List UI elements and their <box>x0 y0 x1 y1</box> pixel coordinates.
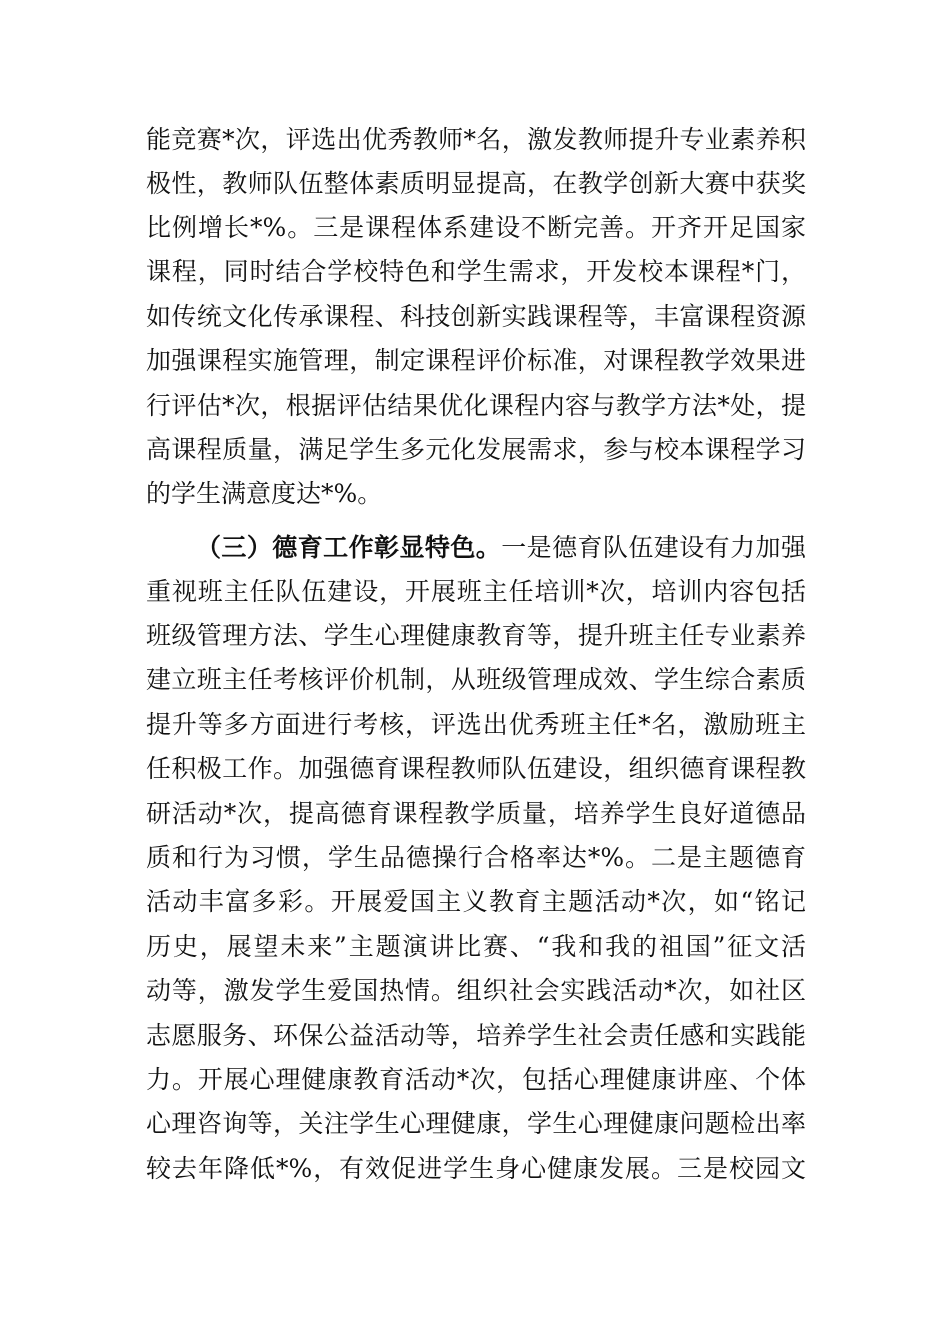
text-line: 研活动*次，提高德育课程教学质量，培养学生良好道德品 <box>146 799 806 828</box>
section-heading-line <box>196 526 806 570</box>
text-line: 任积极工作。加强德育课程教师队伍建设，组织德育课程教 <box>146 754 806 783</box>
text-line: 历史，展望未来”主题演讲比赛、“我和我的祖国”征文活 <box>146 932 806 961</box>
text-line: 比例增长*%。三是课程体系建设不断完善。开齐开足国家 <box>146 213 806 242</box>
text-line: 行评估*次，根据评估结果优化课程内容与教学方法*处，提 <box>146 391 806 420</box>
text-line: 班级管理方法、学生心理健康教育等，提升班主任专业素养 <box>146 621 806 650</box>
text-line: 能竞赛*次，评选出优秀教师*名，激发教师提升专业素养积 <box>146 125 806 154</box>
text-line: 较去年降低*%，有效促进学生身心健康发展。三是校园文 <box>146 1154 806 1183</box>
text-line: 如传统文化传承课程、科技创新实践课程等，丰富课程资源 <box>146 302 806 331</box>
text-line: 质和行为习惯，学生品德操行合格率达*%。二是主题德育 <box>146 843 806 872</box>
text-line: 动等，激发学生爱国热情。组织社会实践活动*次，如社区 <box>146 976 806 1005</box>
text-line: 力。开展心理健康教育活动*次，包括心理健康讲座、个体 <box>146 1065 806 1094</box>
section-heading: （三）德育工作彰显特色。 <box>196 533 502 562</box>
text-line: 重视班主任队伍建设，开展班主任培训*次，培训内容包括 <box>146 577 806 606</box>
text-line: 心理咨询等，关注学生心理健康，学生心理健康问题检出率 <box>146 1109 806 1138</box>
text-line: 志愿服务、环保公益活动等，培养学生社会责任感和实践能 <box>146 1021 806 1050</box>
text-line: 课程，同时结合学校特色和学生需求，开发校本课程*门， <box>146 257 806 286</box>
text-line: 活动丰富多彩。开展爱国主义教育主题活动*次，如“铭记 <box>146 887 806 916</box>
text-line: 的学生满意度达*%。 <box>146 479 383 508</box>
text-line: 加强课程实施管理，制定课程评价标准，对课程教学效果进 <box>146 346 806 375</box>
text-run: 一是德育队伍建设有力加强 <box>501 533 806 562</box>
text-line: 高课程质量，满足学生多元化发展需求，参与校本课程学习 <box>146 435 806 464</box>
text-line: 建立班主任考核评价机制，从班级管理成效、学生综合素质 <box>146 665 806 694</box>
text-line: 极性，教师队伍整体素质明显提高，在教学创新大赛中获奖 <box>146 169 806 198</box>
text-line: 提升等多方面进行考核，评选出优秀班主任*名，激励班主 <box>146 710 806 739</box>
